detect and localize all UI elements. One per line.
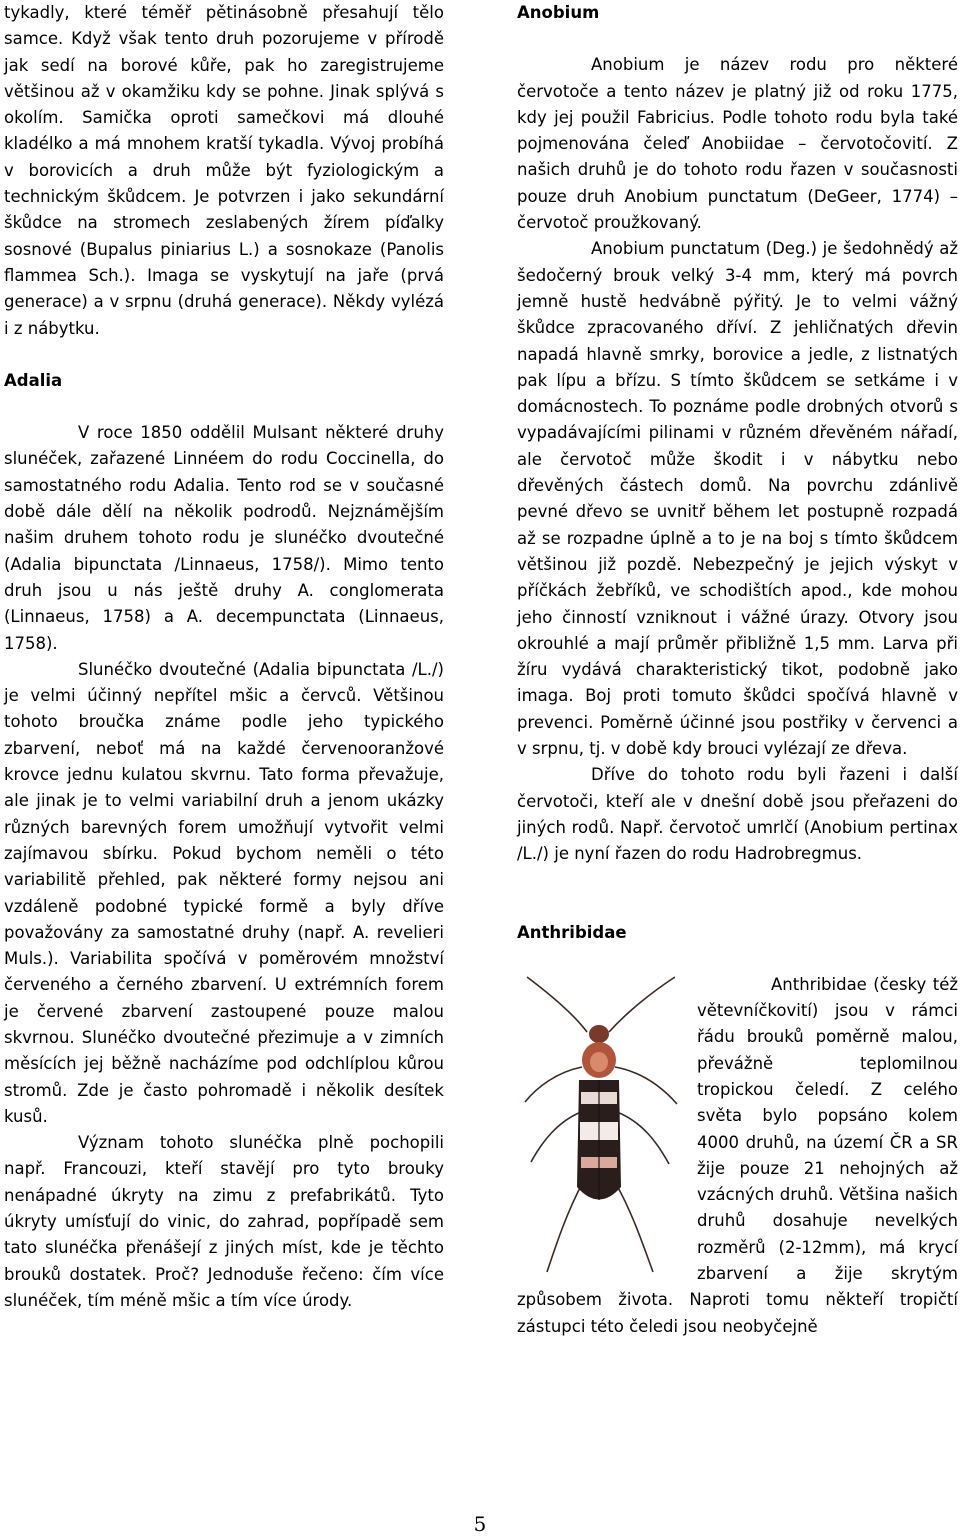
adalia-paragraph-2: Slunéčko dvoutečné (Adalia bipunctata /L./) je velmi účinný nepřítel mšic a červců. Většinou tohoto broučka známe podle jeho typického zbarvení, neboť má na každé červenooranžové krovce jednu kulatou skvrnu. Tato forma převažuje, ale jinak je to velmi variabilní druh a jenom ukázky různých barevných forem umožňují vytvořit velmi zajímavou sbírku. Pokud bychom neměli o této variabilitě přehled, pak některé formy nejsou ani vzdáleně podobné typické formě a byly dříve považovány za samostatné druhy (např. A. revelieri Muls.). Variabilita spočívá v poměrovém množství červeného a černého zbarvení. U extrémních forem je červené zbarvení zastoupené pouze malou skvrnou. Slunéčko dvoutečné přezimuje a v zimních měsících jej běžně nacházíme pod odchlíplou kůrou stromů. Zde je často pohromadě i několik desítek kusů. xyxy=(4,659,444,1126)
beetle-photo xyxy=(517,972,683,1278)
left-column xyxy=(4,0,444,1314)
page-number: 5 xyxy=(473,1512,487,1536)
intro-paragraph: tykadly, které téměř pětinásobně přesahují tělo samce. Když však tento druh pozorujeme v přírodě jak sedí na borové kůře, pak ho zaregistrujeme většinou až v okamžiku kdy se pohne. Jinak splývá s okolím. Samička oproti samečkovi má dlouhé kladélko a má mnohem kratší tykadla. Vývoj probíhá v borovicích a druh může být fyziologickým a technickým škůdcem. Je potvrzen i jako sekundární škůdce na stromech zeslabených žírem píďalky sosnové (Bupalus piniarius L.) a sosnokaze (Panolis flammea Sch.). Imaga se vyskytují na jaře (prvá generace) a v srpnu (druhá generace). Někdy vylézá i z nábytku. xyxy=(4,3,444,338)
adalia-paragraph-3: Význam tohoto slunéčka plně pochopili např. Francouzi, kteří stavějí pro tyto brouky nenápadné úkryty na zimu z prefabrikátů. Tyto úkryty umísťují do vinic, do zahrad, popřípadě sem tato slunéčka přenášejí z jiných míst, kde je těchto brouků dostatek. Proč? Jednoduše řečeno: čím více slunéček, tím méně mšic a tím více úrody. xyxy=(4,1133,444,1310)
anobium-paragraph-2: Anobium punctatum (Deg.) je šedohnědý až šedočerný brouk velký 3-4 mm, který má povrch jemně hustě hedvábně pýřitý. Je to velmi vážný škůdce zpracovaného dříví. Z jehličnatých dřevin napadá hlavně smrky, borovice a jedle, z listnatých pak lípu a břízu. S tímto škůdcem se setkáme i v domácnostech. To poznáme podle drobných otvorů s vypadávajícími pilinami v různém dřevěném nářadí, ale červotoč může škodit i v nábytku nebo dřevěných částech domů. Na povrchu zdánlivě pevné dřevo se uvnitř během let postupně rozpadá až se rozpadne úplně a to je na boj s tímto škůdcem většinou již pozdě. Nebezpečný je jejich výskyt v příčkách žebříků, ve schodištích apod., kde mohou jeho činností vzniknout i vážné úrazy. Otvory jsou okrouhlé a mají průměr přibližně 1,5 mm. Larva při žíru vydává charakteristický tikot, podobně jako imaga. Boj proti tomuto škůdci spočívá hlavně v prevenci. Poměrně účinné jsou postřiky v červenci a v srpnu, tj. v době kdy brouci vylézají ze dřeva. xyxy=(517,239,958,759)
anthribidae-paragraph-1: Anthribidae (česky též větevníčkovití) jsou v rámci řádu brouků poměrně malou, převážně teplomilnou tropickou čeledí. Z celého světa bylo popsáno kolem 4000 druhů, na území ČR a SR žije pouze 21 nehojných až vzácných druhů. Většina našich druhů dosahuje nevelkých rozměrů (2-12mm), má krycí zbarvení a žije skrytým způsobem života. Naproti tomu někteří tropičtí zástupci této čeledi jsou neobyčejně xyxy=(517,974,958,1336)
section-heading-anthribidae: Anthribidae xyxy=(517,922,627,942)
right-column xyxy=(517,0,958,1340)
anobium-paragraph-3: Dříve do tohoto rodu byli řazeni i další červotoči, kteří ale v dnešní době jsou přeřazeni do jiných rodů. Např. červotoč umrlčí (Anobium pertinax /L./) je nyní řazen do rodu Hadrobregmus. xyxy=(517,765,958,864)
anthribidae-paragraph-block xyxy=(517,972,958,1340)
adalia-paragraph-1: V roce 1850 oddělil Mulsant některé druhy slunéček, zařazené Linnéem do rodu Coccinella, do samostatného rodu Adalia. Tento rod se v současné době dále dělí na několik podrodů. Nejznámějším našim druhem tohoto rodu je slunéčko dvoutečné (Adalia bipunctata /Linnaeus, 1758/). Mimo tento druh jsou u nás ještě druhy A. conglomerata (Linnaeus, 1758) a A. decempunctata (Linnaeus, 1758). xyxy=(4,423,444,653)
anobium-paragraph-1: Anobium je název rodu pro některé červotoče a tento název je platný již od roku 1775, kdy jej použil Fabricius. Podle tohoto rodu byla také pojmenována čeleď Anobiidae – červotočovití. Z našich druhů je do tohoto rodu řazen v současnosti pouze druh Anobium punctatum (DeGeer, 1774) – červotoč proužkovaný. xyxy=(517,55,958,233)
section-heading-anobium: Anobium xyxy=(517,3,600,22)
section-heading-adalia: Adalia xyxy=(4,370,63,390)
